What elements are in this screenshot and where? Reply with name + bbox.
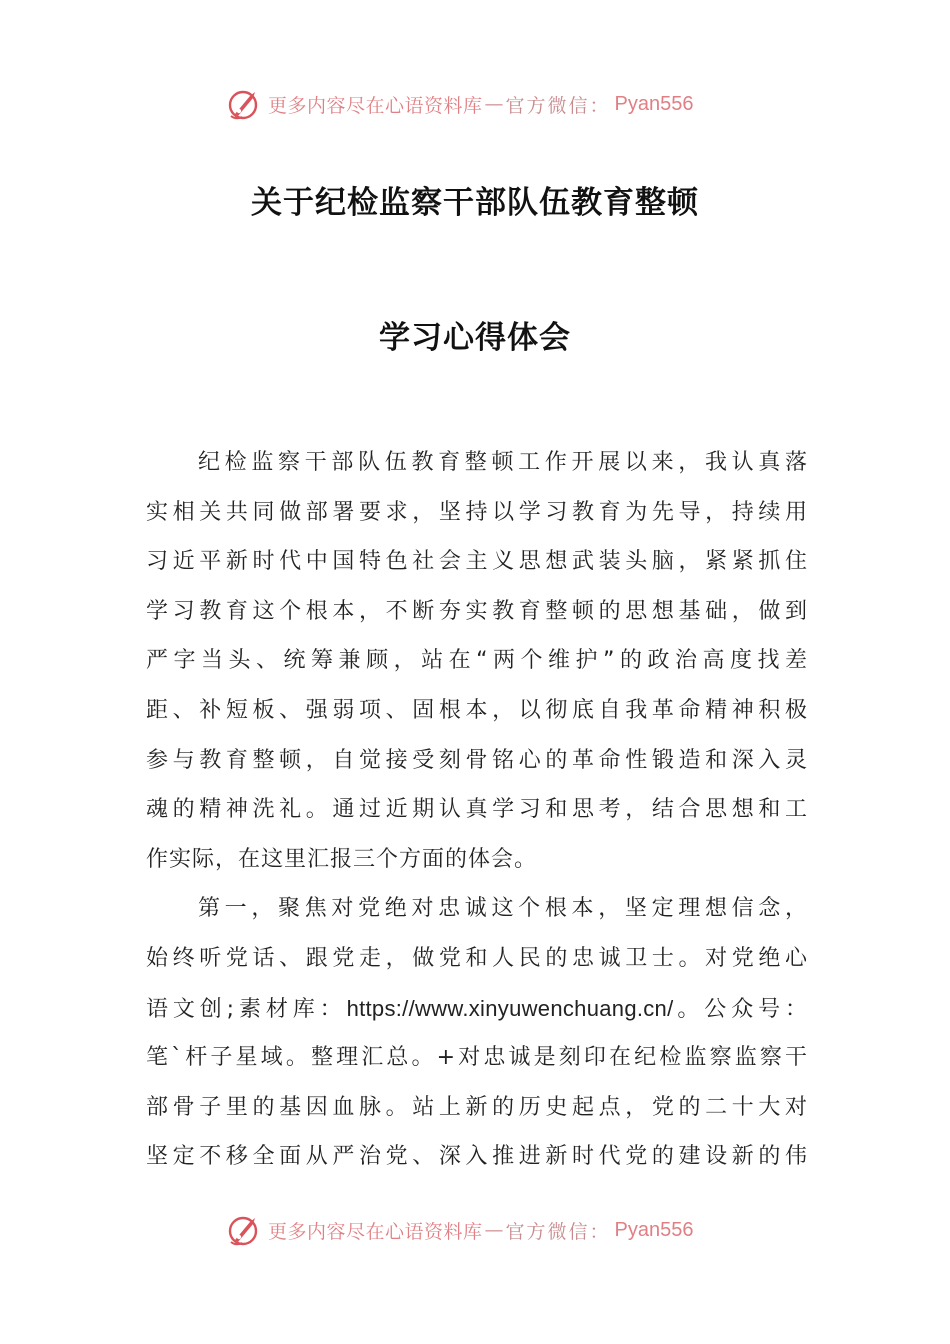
body-line: 作实际，在这里汇报三个方面的体会。 xyxy=(146,846,538,872)
body-line: 始终听党话、跟党走，做党和人民的忠诚卫士。对党绝心 xyxy=(146,945,808,971)
body-line: 参与教育整顿，自觉接受刻骨铭心的革命性锻造和深入灵 xyxy=(146,747,808,773)
body-line-suffix: 。公众号： xyxy=(673,996,808,1022)
body-line: 严字当头、统筹兼顾，站在“两个维护”的政治高度找差 xyxy=(146,648,808,674)
watermark-wechat-id: Pyan556 xyxy=(614,92,694,115)
body-line: 坚定不移全面从严治党、深入推进新时代党的建设新的伟 xyxy=(146,1144,808,1170)
body-line: 学习教育这个根本，不断夯实教育整顿的思想基础，做到 xyxy=(146,598,808,624)
body-line: 实相关共同做部署要求，坚持以学习教育为先导，持续用 xyxy=(146,499,808,525)
document-title-line-1: 关于纪检监察干部队伍教育整顿 xyxy=(251,185,699,221)
body-line: 笔`杆子星域。整理汇总。+对忠诚是刻印在纪检监察监察干 xyxy=(146,1045,808,1071)
body-line: 部骨子里的基因血脉。站上新的历史起点，党的二十大对 xyxy=(146,1094,808,1120)
watermark-dash: — xyxy=(484,1219,504,1241)
document-body xyxy=(146,438,808,1182)
body-line: 纪检监察干部队伍教育整顿工作开展以来，我认真落 xyxy=(198,450,808,475)
watermark-dash: — xyxy=(484,93,504,115)
body-line-prefix: 语文创;素材库： xyxy=(146,996,347,1022)
body-line-with-url xyxy=(146,984,808,1034)
watermark-main-text: 更多内容尽在心语资料库 xyxy=(268,1220,483,1243)
body-line: 第一，聚焦对党绝对忠诚这个根本，坚定理想信念， xyxy=(198,896,808,922)
watermark-header xyxy=(226,84,694,124)
pen-nib-logo-icon xyxy=(226,1212,262,1248)
body-line: 魂的精神洗礼。通过近期认真学习和思考，结合思想和工 xyxy=(146,797,808,823)
watermark-wechat-label: 官方微信： xyxy=(505,94,611,117)
pen-nib-logo-icon xyxy=(226,86,262,122)
document-title-line-2: 学习心得体会 xyxy=(379,320,571,356)
body-line: 习近平新时代中国特色社会主义思想武装头脑，紧紧抓住 xyxy=(146,549,808,575)
resource-url-text: https://www.xinyuwenchuang.cn/ xyxy=(346,995,674,1021)
watermark-main-text: 更多内容尽在心语资料库 xyxy=(268,94,483,117)
watermark-wechat-id: Pyan556 xyxy=(614,1218,694,1241)
body-line: 距、补短板、强弱项、固根本，以彻底自我革命精神积极 xyxy=(146,697,808,723)
watermark-wechat-label: 官方微信： xyxy=(505,1220,611,1243)
watermark-footer xyxy=(226,1210,694,1250)
